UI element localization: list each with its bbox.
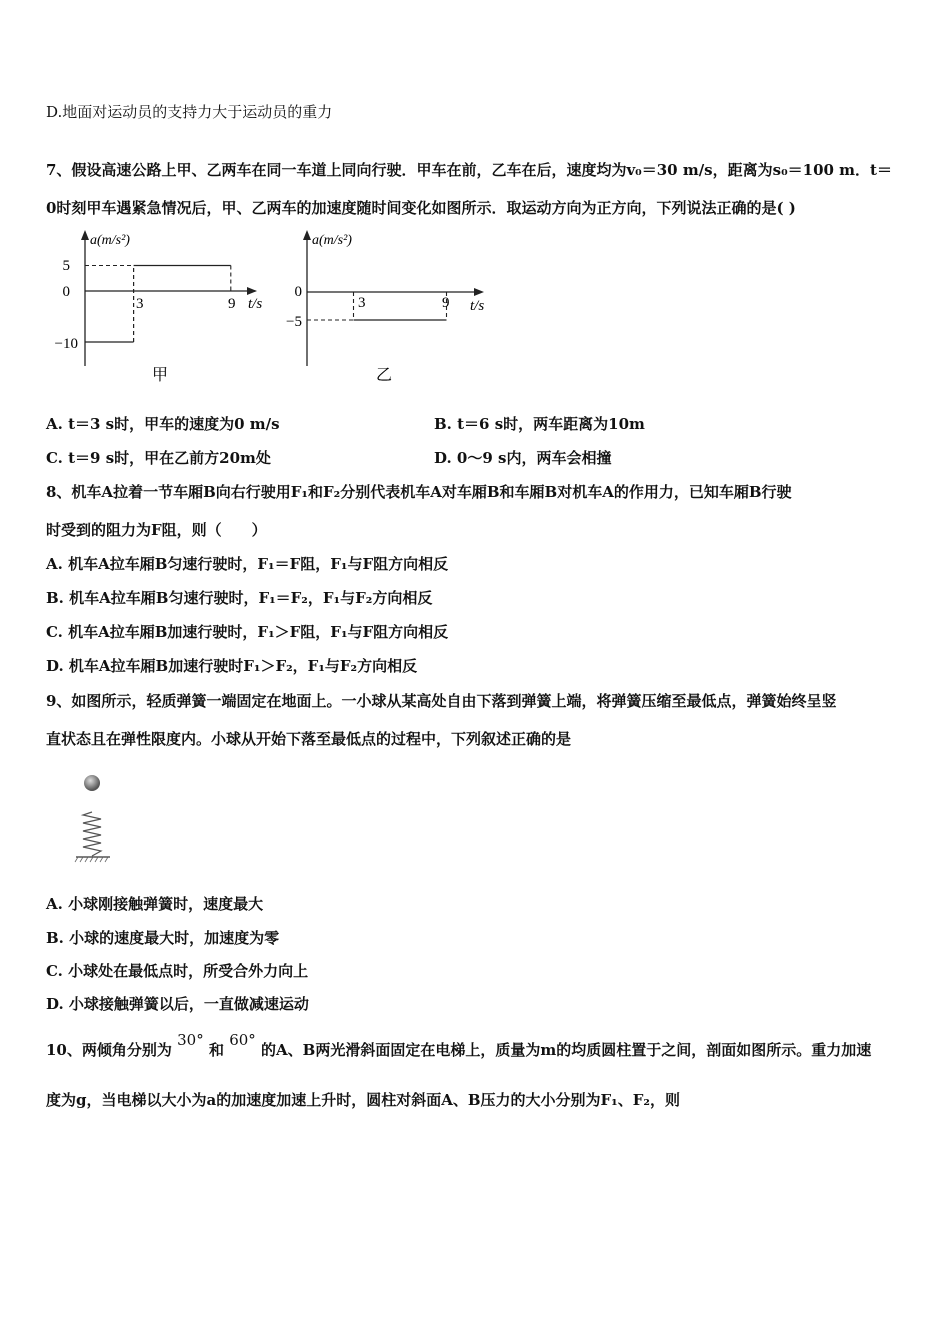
jia-ytick-5: 5 — [62, 258, 70, 274]
q7-stem-line2: 0时刻甲车遇紧急情况后，甲、乙两车的加速度随时间变化如图所示．取运动方向为正方向，下列说法正确的是( ) — [46, 199, 796, 217]
q10-post: 的A、B两光滑斜面固定在电梯上，质量为m的均质圆柱置于之间，剖面如图所示。重力加速 — [261, 1041, 872, 1059]
jia-xtick-9: 9 — [228, 296, 236, 312]
jia-y-arrow — [81, 230, 89, 240]
yi-title: 乙 — [375, 367, 393, 384]
q10-angle-60: 60° — [229, 1031, 256, 1049]
q10-angle-30: 30° — [177, 1031, 204, 1049]
q7-option-d: D. 0～9 s内，两车会相撞 — [434, 449, 612, 467]
q9-option-c: C. 小球处在最低点时，所受合外力向上 — [46, 962, 309, 980]
q10-stem-line2: 度为g，当电梯以大小为a的加速度加速上升时，圆柱对斜面A、B压力的大小分别为F₁、F₂，则 — [46, 1091, 680, 1109]
q8-option-b: B. 机车A拉车厢B匀速行驶时，F₁＝F₂，F₁与F₂方向相反 — [46, 589, 433, 607]
q10-pre: 10、两倾角分别为 — [46, 1041, 172, 1059]
q10-stem-line1 — [46, 1031, 872, 1060]
q8-option-d: D. 机车A拉车厢B加速行驶时F₁＞F₂，F₁与F₂方向相反 — [46, 657, 418, 675]
yi-y-arrow — [303, 230, 311, 240]
yi-xlabel: t/s — [470, 298, 485, 314]
ball-icon — [84, 775, 100, 791]
yi-ylabel: a(m/s²) — [312, 233, 352, 248]
jia-ytick-0: 0 — [62, 284, 70, 300]
q7-option-c: C. t＝9 s时，甲在乙前方20m处 — [46, 449, 271, 467]
jia-xtick-3: 3 — [136, 296, 144, 312]
q7-stem-line1: 7、假设高速公路上甲、乙两车在同一车道上同向行驶．甲车在前，乙车在后，速度均为v₀＝30 m/s，距离为s₀＝100 m．t＝ — [46, 161, 892, 179]
q6-option-d: D.地面对运动员的支持力大于运动员的重力 — [46, 103, 333, 121]
jia-x-arrow — [247, 287, 257, 295]
q8-option-a: A. 机车A拉车厢B匀速行驶时，F₁＝F阻，F₁与F阻方向相反 — [46, 555, 449, 573]
q9-option-d: D. 小球接触弹簧以后，一直做减速运动 — [46, 995, 309, 1013]
yi-xtick-9: 9 — [442, 295, 450, 311]
q8-option-c: C. 机车A拉车厢B加速行驶时，F₁＞F阻，F₁与F阻方向相反 — [46, 623, 449, 641]
jia-title: 甲 — [151, 367, 169, 384]
yi-ytick-neg5: −5 — [286, 314, 302, 330]
q7-option-a: A. t＝3 s时，甲车的速度为0 m/s — [46, 415, 280, 433]
q10-mid: 和 — [208, 1041, 224, 1059]
jia-ytick-neg10: −10 — [54, 336, 78, 352]
spring-icon — [83, 812, 101, 856]
q7-option-b: B. t＝6 s时，两车距离为10m — [434, 415, 645, 433]
q9-option-a: A. 小球刚接触弹簧时，速度最大 — [46, 895, 264, 913]
jia-xlabel: t/s — [248, 296, 263, 312]
q9-stem-line1: 9、如图所示，轻质弹簧一端固定在地面上。一小球从某高处自由下落到弹簧上端，将弹簧压缩至最低点，弹簧始终呈竖 — [46, 692, 837, 710]
q9-stem-line2: 直状态且在弹性限度内。小球从开始下落至最低点的过程中，下列叙述正确的是 — [46, 730, 572, 748]
yi-x-arrow — [474, 288, 484, 296]
q7-figure-yi — [280, 228, 490, 388]
yi-ytick-0: 0 — [294, 284, 302, 300]
q8-stem-line2: 时受到的阻力为F阻，则（ ） — [46, 521, 267, 539]
q8-stem-line1: 8、机车A拉着一节车厢B向右行驶用F₁和F₂分别代表机车A对车厢B和车厢B对机车A的作用力，已知车厢B行驶 — [46, 483, 792, 501]
yi-xtick-3: 3 — [358, 295, 366, 311]
q9-option-b: B. 小球的速度最大时，加速度为零 — [46, 929, 280, 947]
q9-spring-ball-figure — [70, 772, 120, 868]
q7-figure-jia — [48, 228, 263, 388]
jia-ylabel: a(m/s²) — [90, 233, 130, 248]
